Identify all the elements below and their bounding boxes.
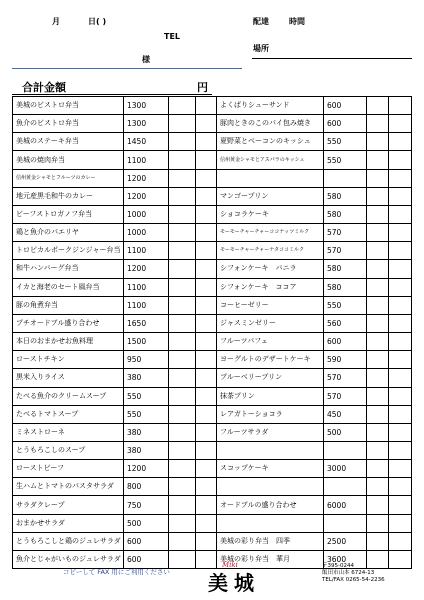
amount-cell <box>196 151 217 169</box>
qty-cell <box>367 115 389 133</box>
item-price: 1100 <box>124 296 169 314</box>
qty-cell <box>169 278 196 296</box>
item-name <box>217 169 324 187</box>
amount-cell <box>389 351 412 369</box>
amount-cell <box>389 387 412 405</box>
place-underline <box>252 58 412 59</box>
qty-cell <box>367 333 389 351</box>
item-price: 3600 <box>324 550 367 568</box>
item-name: シフォンケーキ バニラ <box>217 260 324 278</box>
qty-cell <box>169 151 196 169</box>
item-name: おまかせサラダ <box>13 514 124 532</box>
amount-cell <box>389 496 412 514</box>
item-price: 1000 <box>124 205 169 223</box>
amount-cell <box>196 333 217 351</box>
amount-cell <box>196 224 217 242</box>
qty-cell <box>169 205 196 223</box>
item-price: 2500 <box>324 532 367 550</box>
item-name: ブルーベリープリン <box>217 369 324 387</box>
item-name: レアガトーショコラ <box>217 405 324 423</box>
table-row <box>13 314 412 332</box>
amount-cell <box>196 133 217 151</box>
amount-cell <box>196 205 217 223</box>
place-label: 場所 <box>253 44 269 53</box>
qty-cell <box>367 296 389 314</box>
table-row <box>13 514 412 532</box>
amount-cell <box>196 387 217 405</box>
qty-cell <box>367 387 389 405</box>
qty-cell <box>169 387 196 405</box>
qty-cell <box>169 496 196 514</box>
qty-cell <box>367 460 389 478</box>
amount-cell <box>389 278 412 296</box>
table-row <box>13 496 412 514</box>
amount-cell <box>389 242 412 260</box>
amount-cell <box>196 514 217 532</box>
table-row <box>13 278 412 296</box>
item-name: フルーツパフェ <box>217 333 324 351</box>
amount-cell <box>196 296 217 314</box>
qty-cell <box>169 97 196 115</box>
item-price: 600 <box>324 97 367 115</box>
amount-cell <box>389 296 412 314</box>
table-row <box>13 205 412 223</box>
month-label: 月 <box>52 17 60 26</box>
item-price: 1000 <box>124 224 169 242</box>
item-price: 580 <box>324 205 367 223</box>
item-price: 580 <box>324 278 367 296</box>
item-price: 1200 <box>124 260 169 278</box>
item-name: サラダクレープ <box>13 496 124 514</box>
item-name: フルーツサラダ <box>217 423 324 441</box>
item-price: 600 <box>124 532 169 550</box>
amount-cell <box>196 260 217 278</box>
amount-cell <box>196 496 217 514</box>
item-price: 450 <box>324 405 367 423</box>
item-name: 和牛ハンバーグ弁当 <box>13 260 124 278</box>
name-underline <box>12 68 242 69</box>
qty-cell <box>169 532 196 550</box>
amount-cell <box>196 460 217 478</box>
amount-cell <box>389 97 412 115</box>
qty-cell <box>367 405 389 423</box>
item-price: 1200 <box>124 187 169 205</box>
item-name: プチオードブル盛り合わせ <box>13 314 124 332</box>
table-row <box>13 387 412 405</box>
qty-cell <box>367 514 389 532</box>
table-row <box>13 333 412 351</box>
item-name: ビーフストロガノフ弁当 <box>13 205 124 223</box>
qty-cell <box>169 423 196 441</box>
qty-cell <box>169 441 196 459</box>
table-row <box>13 187 412 205</box>
item-name: 美城の彩り弁当 華月 <box>217 550 324 568</box>
amount-cell <box>389 441 412 459</box>
table-row <box>13 532 412 550</box>
item-name: モーモーチャーチャーココナッツミルク <box>217 224 324 242</box>
item-price: 950 <box>124 351 169 369</box>
qty-cell <box>367 532 389 550</box>
item-name: ミネストローネ <box>13 423 124 441</box>
qty-cell <box>169 133 196 151</box>
item-price: 580 <box>324 187 367 205</box>
amount-cell <box>389 224 412 242</box>
amount-cell <box>389 187 412 205</box>
qty-cell <box>367 242 389 260</box>
table-row <box>13 405 412 423</box>
tel-fax: TEL/FAX 0265-54-2236 <box>322 577 385 583</box>
item-price: 1450 <box>124 133 169 151</box>
item-name: 夏野菜とベーコンのキッシュ <box>217 133 324 151</box>
order-table <box>12 96 412 569</box>
qty-cell <box>367 133 389 151</box>
total-underline <box>12 94 212 95</box>
item-name: ジャスミンゼリー <box>217 314 324 332</box>
item-price: 1300 <box>124 115 169 133</box>
table-row <box>13 242 412 260</box>
item-name <box>217 441 324 459</box>
item-price: 800 <box>124 478 169 496</box>
yen-label: 円 <box>197 81 208 94</box>
item-price <box>324 441 367 459</box>
table-row <box>13 97 412 115</box>
item-price <box>324 514 367 532</box>
item-name: 本日のおまかせお魚料理 <box>13 333 124 351</box>
item-price: 380 <box>124 441 169 459</box>
amount-cell <box>196 242 217 260</box>
item-price: 560 <box>324 314 367 332</box>
qty-cell <box>367 205 389 223</box>
qty-cell <box>367 351 389 369</box>
amount-cell <box>389 514 412 532</box>
table-row <box>13 296 412 314</box>
qty-cell <box>367 260 389 278</box>
amount-cell <box>196 550 217 568</box>
amount-cell <box>389 532 412 550</box>
qty-cell <box>367 151 389 169</box>
item-name: 美城のステーキ弁当 <box>13 133 124 151</box>
amount-cell <box>389 205 412 223</box>
qty-cell <box>169 242 196 260</box>
item-price: 570 <box>324 242 367 260</box>
item-price <box>324 169 367 187</box>
qty-cell <box>367 478 389 496</box>
item-price: 570 <box>324 387 367 405</box>
qty-cell <box>169 351 196 369</box>
amount-cell <box>196 405 217 423</box>
amount-cell <box>196 369 217 387</box>
item-price: 1300 <box>124 97 169 115</box>
table-row <box>13 423 412 441</box>
item-name <box>217 514 324 532</box>
item-price: 1500 <box>124 333 169 351</box>
amount-cell <box>389 133 412 151</box>
item-price: 380 <box>124 369 169 387</box>
amount-cell <box>389 333 412 351</box>
item-name: 生ハムとトマトのパスタサラダ <box>13 478 124 496</box>
item-name: よくばりシューサンド <box>217 97 324 115</box>
item-price: 570 <box>324 224 367 242</box>
item-price: 3000 <box>324 460 367 478</box>
item-name: 信州黄金シャモとフルーツのカレー <box>13 169 124 187</box>
amount-cell <box>389 169 412 187</box>
amount-cell <box>389 369 412 387</box>
amount-cell <box>196 532 217 550</box>
table-row <box>13 441 412 459</box>
item-price: 1100 <box>124 242 169 260</box>
qty-cell <box>169 514 196 532</box>
amount-cell <box>389 405 412 423</box>
item-price: 380 <box>124 423 169 441</box>
item-price: 600 <box>324 333 367 351</box>
tel-label: TEL <box>164 32 181 41</box>
item-name: オードブルの盛り合わせ <box>217 496 324 514</box>
qty-cell <box>367 423 389 441</box>
item-name: たべる魚介のクリームスープ <box>13 387 124 405</box>
qty-cell <box>169 187 196 205</box>
item-name: モーモーチャーチャーナタココミルク <box>217 242 324 260</box>
qty-cell <box>367 187 389 205</box>
item-name: ヨーグルトのデザートケーキ <box>217 351 324 369</box>
amount-cell <box>196 187 217 205</box>
amount-cell <box>389 478 412 496</box>
qty-cell <box>367 97 389 115</box>
item-name: 魚介とじゃがいものジュレサラダ <box>13 550 124 568</box>
street-address: 飯田市山本 6724-13 <box>322 570 375 576</box>
store-address <box>322 563 385 584</box>
amount-cell <box>389 423 412 441</box>
item-price: 500 <box>124 514 169 532</box>
item-name: とうもろこしのスープ <box>13 441 124 459</box>
item-price: 600 <box>324 115 367 133</box>
item-price: 600 <box>124 550 169 568</box>
amount-cell <box>389 460 412 478</box>
amount-cell <box>196 441 217 459</box>
qty-cell <box>169 550 196 568</box>
item-name: 豚の角煮弁当 <box>13 296 124 314</box>
item-name: 豚肉ときのこのパイ包み焼き <box>217 115 324 133</box>
amount-cell <box>389 314 412 332</box>
amount-cell <box>196 278 217 296</box>
item-price: 590 <box>324 351 367 369</box>
qty-cell <box>367 496 389 514</box>
item-name: ショコラケーキ <box>217 205 324 223</box>
item-name: コーヒーゼリー <box>217 296 324 314</box>
total-label: 合計金額 <box>22 81 66 94</box>
table-row <box>13 351 412 369</box>
item-name: たべるトマトスープ <box>13 405 124 423</box>
qty-cell <box>169 314 196 332</box>
fax-note: コピーして FAX 用にご利用ください <box>63 568 170 576</box>
amount-cell <box>389 151 412 169</box>
amount-cell <box>389 260 412 278</box>
item-name: ローストビーフ <box>13 460 124 478</box>
table-row <box>13 151 412 169</box>
qty-cell <box>367 369 389 387</box>
qty-cell <box>169 369 196 387</box>
table-row <box>13 169 412 187</box>
item-name: シフォンケーキ ココア <box>217 278 324 296</box>
item-price: 550 <box>124 405 169 423</box>
qty-cell <box>169 460 196 478</box>
item-name: 鶏と魚介のパエリヤ <box>13 224 124 242</box>
table-row <box>13 224 412 242</box>
qty-cell <box>169 478 196 496</box>
amount-cell <box>389 550 412 568</box>
item-name: とうもろこしと鶏のジュレサラダ <box>13 532 124 550</box>
day-label: 日( ) <box>88 17 107 26</box>
amount-cell <box>196 97 217 115</box>
item-name: ローストチキン <box>13 351 124 369</box>
qty-cell <box>169 115 196 133</box>
item-price: 550 <box>324 151 367 169</box>
item-name: 抹茶プリン <box>217 387 324 405</box>
amount-cell <box>196 169 217 187</box>
item-price: 750 <box>124 496 169 514</box>
time-label: 時間 <box>289 17 305 26</box>
item-price: 1200 <box>124 460 169 478</box>
item-name: スコップケーキ <box>217 460 324 478</box>
qty-cell <box>367 441 389 459</box>
table-row <box>13 478 412 496</box>
amount-cell <box>196 314 217 332</box>
postal-code: 〒395-0244 <box>322 563 354 569</box>
item-name: マンゴープリン <box>217 187 324 205</box>
item-name: 地元産黒毛和牛のカレー <box>13 187 124 205</box>
qty-cell <box>169 260 196 278</box>
item-price: 500 <box>324 423 367 441</box>
qty-cell <box>169 169 196 187</box>
qty-cell <box>169 224 196 242</box>
item-price: 550 <box>324 133 367 151</box>
item-name: 美城のビストロ弁当 <box>13 97 124 115</box>
qty-cell <box>169 333 196 351</box>
item-price: 550 <box>124 387 169 405</box>
amount-cell <box>389 115 412 133</box>
item-price: 1100 <box>124 151 169 169</box>
amount-cell <box>196 115 217 133</box>
amount-cell <box>196 351 217 369</box>
item-name: 信州黄金シャモとアスパラのキッシュ <box>217 151 324 169</box>
item-price: 1650 <box>124 314 169 332</box>
item-price: 550 <box>324 296 367 314</box>
qty-cell <box>169 296 196 314</box>
qty-cell <box>367 224 389 242</box>
item-name: 美城の焼肉弁当 <box>13 151 124 169</box>
table-row <box>13 369 412 387</box>
item-price: 570 <box>324 369 367 387</box>
item-name: 美城の彩り弁当 四季 <box>217 532 324 550</box>
item-price: 6000 <box>324 496 367 514</box>
logo-miki: Miki <box>222 561 238 569</box>
item-price: 1100 <box>124 278 169 296</box>
qty-cell <box>367 169 389 187</box>
table-row <box>13 460 412 478</box>
amount-cell <box>196 423 217 441</box>
logo: 美城 <box>208 571 260 595</box>
table-row <box>13 115 412 133</box>
item-name: 黒米入りライス <box>13 369 124 387</box>
item-name <box>217 478 324 496</box>
qty-cell <box>169 405 196 423</box>
delivery-label: 配達 <box>253 17 269 26</box>
item-name: 魚介のビストロ弁当 <box>13 115 124 133</box>
qty-cell <box>367 278 389 296</box>
sama-label: 様 <box>142 55 150 64</box>
item-price <box>324 478 367 496</box>
table-row <box>13 260 412 278</box>
amount-cell <box>196 478 217 496</box>
item-price: 1200 <box>124 169 169 187</box>
item-name: イカと海老のセート風弁当 <box>13 278 124 296</box>
item-price: 580 <box>324 260 367 278</box>
item-name: トロピカルポークジンジャー弁当 <box>13 242 124 260</box>
qty-cell <box>367 314 389 332</box>
table-row <box>13 133 412 151</box>
